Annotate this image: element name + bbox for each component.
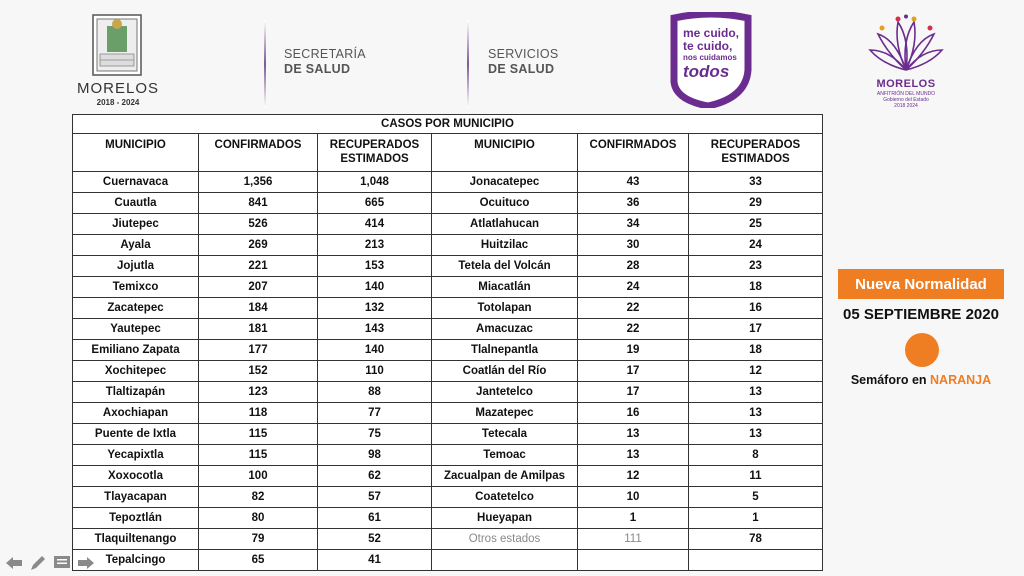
table-cell: Jiutepec xyxy=(73,214,199,235)
table-cell: 80 xyxy=(199,508,318,529)
table-cell: 43 xyxy=(578,172,689,193)
table-cell: Cuautla xyxy=(73,193,199,214)
slide-toolbar xyxy=(4,553,96,573)
table-cell: Tlayacapan xyxy=(73,487,199,508)
report-date: 05 SEPTIEMBRE 2020 xyxy=(843,306,999,323)
divider xyxy=(467,20,469,108)
table-cell: 140 xyxy=(318,277,432,298)
table-row xyxy=(73,466,823,487)
table-cell: 28 xyxy=(578,256,689,277)
org-servicios-line2: DE SALUD xyxy=(488,62,555,76)
table-row xyxy=(73,172,823,193)
table-cell xyxy=(432,550,578,571)
column-header: CONFIRMADOS xyxy=(578,134,689,172)
table-cell: Puente de Ixtla xyxy=(73,424,199,445)
table-cell: 19 xyxy=(578,340,689,361)
campaign-line2: te cuido, xyxy=(683,39,733,53)
table-cell: Yecapixtla xyxy=(73,445,199,466)
comment-icon[interactable] xyxy=(52,553,72,573)
table-cell: Tepalcingo xyxy=(73,550,199,571)
cases-table xyxy=(72,114,823,571)
table-row xyxy=(73,487,823,508)
table-cell: Miacatlán xyxy=(432,277,578,298)
table-cell: 269 xyxy=(199,235,318,256)
table-cell: 18 xyxy=(689,277,823,298)
table-cell: 115 xyxy=(199,424,318,445)
table-cell: Totolapan xyxy=(432,298,578,319)
table-cell: 115 xyxy=(199,445,318,466)
column-header: MUNICIPIO xyxy=(432,134,578,172)
table-cell: Xoxocotla xyxy=(73,466,199,487)
table-cell: 13 xyxy=(578,424,689,445)
table-title: CASOS POR MUNICIPIO xyxy=(73,115,823,134)
arrow-left-icon[interactable] xyxy=(4,553,24,573)
table-cell: 24 xyxy=(689,235,823,256)
org-servicios xyxy=(488,47,559,77)
table-cell: 13 xyxy=(689,424,823,445)
table-row xyxy=(73,445,823,466)
table-cell: 1,356 xyxy=(199,172,318,193)
table-cell: 207 xyxy=(199,277,318,298)
table-cell: 118 xyxy=(199,403,318,424)
table-cell: 143 xyxy=(318,319,432,340)
table-cell: 10 xyxy=(578,487,689,508)
traffic-light-dot xyxy=(905,333,939,367)
table-cell: Axochiapan xyxy=(73,403,199,424)
org-servicios-line1: SERVICIOS xyxy=(488,47,559,61)
table-cell: 841 xyxy=(199,193,318,214)
traffic-light-prefix: Semáforo en xyxy=(850,373,927,387)
logo-sub3: 2018 2024 xyxy=(894,103,918,109)
table-cell: 62 xyxy=(318,466,432,487)
phase-badge: Nueva Normalidad xyxy=(838,269,1004,299)
table-cell: Temoac xyxy=(432,445,578,466)
table-cell: 88 xyxy=(318,382,432,403)
table-cell: Jonacatepec xyxy=(432,172,578,193)
table-cell: 8 xyxy=(689,445,823,466)
table-cell: Atlatlahucan xyxy=(432,214,578,235)
table-cell: 24 xyxy=(578,277,689,298)
table-cell: 140 xyxy=(318,340,432,361)
table-cell: 77 xyxy=(318,403,432,424)
table-cell xyxy=(689,550,823,571)
logo-sub2: Gobierno del Estado xyxy=(883,97,929,103)
state-crest xyxy=(92,14,142,76)
table-cell: 526 xyxy=(199,214,318,235)
table-row xyxy=(73,214,823,235)
table-row xyxy=(73,508,823,529)
table-cell: 78 xyxy=(689,529,823,550)
table-cell: 110 xyxy=(318,361,432,382)
table-cell: 13 xyxy=(689,382,823,403)
table-cell: 17 xyxy=(578,382,689,403)
table-row xyxy=(73,403,823,424)
flower-icon xyxy=(868,14,944,72)
table-cell: Yautepec xyxy=(73,319,199,340)
column-header: CONFIRMADOS xyxy=(199,134,318,172)
campaign-line3: nos cuidamos xyxy=(683,53,737,62)
table-cell: Tlaltizapán xyxy=(73,382,199,403)
table-cell: 98 xyxy=(318,445,432,466)
table-cell: 123 xyxy=(199,382,318,403)
table-cell: Ocuituco xyxy=(432,193,578,214)
table-cell: 82 xyxy=(199,487,318,508)
org-secretaria xyxy=(284,47,366,77)
org-secretaria-line1: SECRETARÍA xyxy=(284,47,366,61)
crest-icon xyxy=(92,14,142,76)
table-cell: 79 xyxy=(199,529,318,550)
table-cell: 152 xyxy=(199,361,318,382)
state-name: MORELOS xyxy=(76,80,159,97)
table-cell: 61 xyxy=(318,508,432,529)
table-cell: 1,048 xyxy=(318,172,432,193)
table-row xyxy=(73,277,823,298)
table-cell: Tlaquiltenango xyxy=(73,529,199,550)
traffic-light-status xyxy=(830,373,1012,387)
table-cell: Otros estados xyxy=(432,529,578,550)
table-cell: Tetecala xyxy=(432,424,578,445)
logo-name: MORELOS xyxy=(876,78,936,90)
table-cell: 34 xyxy=(578,214,689,235)
table-cell: Zacualpan de Amilpas xyxy=(432,466,578,487)
table-cell: 11 xyxy=(689,466,823,487)
column-header: MUNICIPIO xyxy=(73,134,199,172)
table-cell: 1 xyxy=(578,508,689,529)
table-cell: 75 xyxy=(318,424,432,445)
table-cell: 153 xyxy=(318,256,432,277)
table-cell: Temixco xyxy=(73,277,199,298)
table-cell: 100 xyxy=(199,466,318,487)
table-row xyxy=(73,361,823,382)
table-cell: 22 xyxy=(578,319,689,340)
arrow-right-icon[interactable] xyxy=(76,553,96,573)
table-body xyxy=(73,172,823,571)
table-cell: Hueyapan xyxy=(432,508,578,529)
table-cell: 25 xyxy=(689,214,823,235)
table-cell: 111 xyxy=(578,529,689,550)
table-cell: Jojutla xyxy=(73,256,199,277)
campaign-slogan xyxy=(683,27,753,81)
table-header-row xyxy=(73,134,823,172)
column-header: RECUPERADOS ESTIMADOS xyxy=(318,134,432,172)
table-cell: 213 xyxy=(318,235,432,256)
table-cell: Tetela del Volcán xyxy=(432,256,578,277)
table-cell: Xochitepec xyxy=(73,361,199,382)
table-cell: 57 xyxy=(318,487,432,508)
table-cell: 33 xyxy=(689,172,823,193)
table-cell: Mazatepec xyxy=(432,403,578,424)
divider xyxy=(264,20,266,108)
table-cell: Tlalnepantla xyxy=(432,340,578,361)
table-row xyxy=(73,298,823,319)
table-row xyxy=(73,235,823,256)
table-cell: 29 xyxy=(689,193,823,214)
table-row xyxy=(73,550,823,571)
table-cell: Cuernavaca xyxy=(73,172,199,193)
table-cell: 13 xyxy=(578,445,689,466)
state-years: 2018 - 2024 xyxy=(96,98,140,107)
logo-sub1: ANFITRIÓN DEL MUNDO xyxy=(876,91,936,97)
campaign-line4: todos xyxy=(683,62,730,81)
table-cell: 16 xyxy=(689,298,823,319)
table-cell: 52 xyxy=(318,529,432,550)
table-cell: 13 xyxy=(689,403,823,424)
table-cell: 12 xyxy=(689,361,823,382)
table-cell: 41 xyxy=(318,550,432,571)
table-cell: 1 xyxy=(689,508,823,529)
table-row xyxy=(73,256,823,277)
table-cell: 181 xyxy=(199,319,318,340)
table-cell: Zacatepec xyxy=(73,298,199,319)
table-row xyxy=(73,424,823,445)
pen-icon[interactable] xyxy=(28,553,48,573)
table-cell: 221 xyxy=(199,256,318,277)
logo-subtitle xyxy=(860,91,952,109)
table-cell: Tepoztlán xyxy=(73,508,199,529)
table-cell: 18 xyxy=(689,340,823,361)
table-cell: Emiliano Zapata xyxy=(73,340,199,361)
table-cell: Jantetelco xyxy=(432,382,578,403)
table-cell: Huitzilac xyxy=(432,235,578,256)
table-row xyxy=(73,529,823,550)
table-cell: 23 xyxy=(689,256,823,277)
morelos-logo xyxy=(868,14,944,72)
table-cell: Amacuzac xyxy=(432,319,578,340)
traffic-light-color: NARANJA xyxy=(930,373,992,387)
table-cell: Ayala xyxy=(73,235,199,256)
org-secretaria-line2: DE SALUD xyxy=(284,62,351,76)
table-cell: 414 xyxy=(318,214,432,235)
table-cell: 16 xyxy=(578,403,689,424)
table-row xyxy=(73,319,823,340)
table-cell: 22 xyxy=(578,298,689,319)
table-cell: 17 xyxy=(578,361,689,382)
table-cell: 30 xyxy=(578,235,689,256)
table-cell: 184 xyxy=(199,298,318,319)
table-row xyxy=(73,382,823,403)
table-cell xyxy=(578,550,689,571)
table-cell: Coatlán del Río xyxy=(432,361,578,382)
table-cell: 12 xyxy=(578,466,689,487)
table-cell: Coatetelco xyxy=(432,487,578,508)
table-cell: 132 xyxy=(318,298,432,319)
table-cell: 665 xyxy=(318,193,432,214)
table-cell: 65 xyxy=(199,550,318,571)
table-cell: 17 xyxy=(689,319,823,340)
table-cell: 177 xyxy=(199,340,318,361)
table-row xyxy=(73,340,823,361)
column-header: RECUPERADOS ESTIMADOS xyxy=(689,134,823,172)
table-row xyxy=(73,193,823,214)
campaign-line1: me cuido, xyxy=(683,26,740,40)
table-cell: 5 xyxy=(689,487,823,508)
table-cell: 36 xyxy=(578,193,689,214)
